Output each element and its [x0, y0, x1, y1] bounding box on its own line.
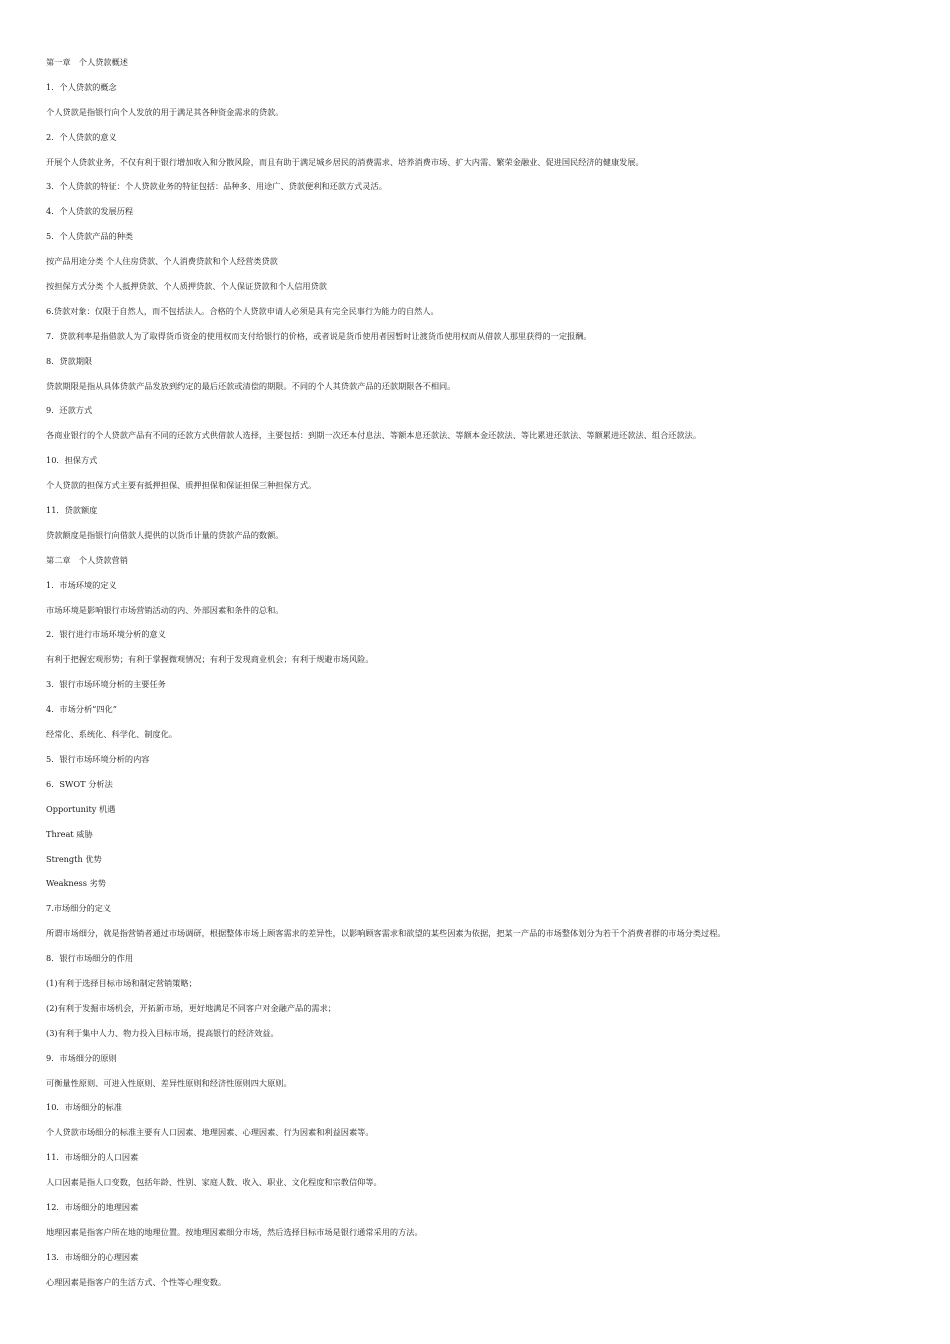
text-line: 贷款额度是指银行向借款人提供的以货币计量的贷款产品的数额。 — [46, 529, 284, 540]
text-line: 第二章 个人贷款营销 — [46, 554, 128, 565]
text-line: 可衡量性原则、可进入性原则、差异性原则和经济性原则四大原则。 — [46, 1077, 292, 1088]
text-line: 2．银行进行市场环境分析的意义 — [46, 629, 166, 640]
text-line: 2．个人贷款的意义 — [46, 131, 117, 142]
text-line: (1)有利于选择目标市场和制定营销策略； — [46, 977, 197, 988]
text-line: 13．市场细分的心理因素 — [46, 1251, 139, 1262]
text-line: 8．银行市场细分的作用 — [46, 953, 134, 964]
text-line: Strength 优势 — [46, 853, 102, 864]
text-line: 3．个人贷款的特征：个人贷款业务的特征包括：品种多、用途广、贷款便利和还款方式灵活。 — [46, 181, 387, 192]
text-line: 贷款期限是指从具体贷款产品发放到约定的最后还款或清偿的期限。不同的个人其贷款产品的还款期限各不相同。 — [46, 380, 456, 391]
text-line: 11．贷款额度 — [46, 505, 98, 516]
text-line: 7.市场细分的定义 — [46, 903, 112, 914]
text-line: (3)有利于集中人力、物力投入目标市场，提高银行的经济效益。 — [46, 1027, 279, 1038]
text-line: 8．贷款期限 — [46, 355, 93, 366]
text-line: 开展个人贷款业务，不仅有利于银行增加收入和分散风险，而且有助于满足城乡居民的消费需求、培养消费市场、扩大内需、繁荣金融业、促进国民经济的健康发展。 — [46, 156, 644, 167]
text-line: 7．贷款利率是指借款人为了取得货币资金的使用权而支付给银行的价格，或者说是货币使用者因暂时让渡货币使用权而从借款人那里获得的一定报酬。 — [46, 330, 592, 341]
text-line: Weakness 劣势 — [46, 878, 106, 889]
text-line: 市场环境是影响银行市场营销活动的内、外部因素和条件的总和。 — [46, 604, 284, 615]
text-line: 5．银行市场环境分析的内容 — [46, 753, 150, 764]
text-line: 地理因素是指客户所在地的地理位置。按地理因素细分市场，然后选择目标市场是银行通常采用的方法。 — [46, 1226, 423, 1237]
text-line: 个人贷款市场细分的标准主要有人口因素、地理因素、心理因素、行为因素和利益因素等。 — [46, 1127, 374, 1138]
text-line: 按担保方式分类 个人抵押贷款、个人质押贷款、个人保证贷款和个人信用贷款 — [46, 281, 327, 292]
text-line: 9．还款方式 — [46, 405, 93, 416]
text-line: 3．银行市场环境分析的主要任务 — [46, 679, 166, 690]
text-line: 各商业银行的个人贷款产品有不同的还款方式供借款人选择，主要包括：到期一次还本付息法、等额本息还款法、等额本金还款法、等比累进还款法、等额累进还款法、组合还款法。 — [46, 430, 702, 441]
text-line: 经常化、系统化、科学化、制度化。 — [46, 729, 178, 740]
text-line: 4．个人贷款的发展历程 — [46, 206, 134, 217]
text-line: (2)有利于发掘市场机会，开拓新市场，更好地满足不同客户对金融产品的需求； — [46, 1002, 336, 1013]
text-line: 个人贷款的担保方式主要有抵押担保、质押担保和保证担保三种担保方式。 — [46, 480, 317, 491]
text-line: 所谓市场细分，就是指营销者通过市场调研，根据整体市场上顾客需求的差异性，以影响顾客需求和欲望的某些因素为依据，把某一产品的市场整体划分为若干个消费者群的市场分类过程。 — [46, 928, 726, 939]
text-line: 11．市场细分的人口因素 — [46, 1152, 139, 1163]
text-line: 12．市场细分的地理因素 — [46, 1201, 139, 1212]
text-line: 心理因素是指客户的生活方式、个性等心理变数。 — [46, 1276, 227, 1287]
text-line: 10．市场细分的标准 — [46, 1102, 122, 1113]
document-page — [46, 52, 906, 1297]
text-line: 有利于把握宏观形势；有利于掌握微观情况；有利于发现商业机会；有利于规避市场风险。 — [46, 654, 374, 665]
text-line: 9．市场细分的原则 — [46, 1052, 117, 1063]
text-line: 6.贷款对象：仅限于自然人，而不包括法人。合格的个人贷款申请人必须是具有完全民事行为能力的自然人。 — [46, 305, 439, 316]
text-line: 个人贷款是指银行向个人发放的用于满足其各种资金需求的贷款。 — [46, 106, 284, 117]
text-line: Threat 威胁 — [46, 828, 93, 839]
text-line: 1．市场环境的定义 — [46, 579, 117, 590]
text-line: 人口因素是指人口变数，包括年龄、性别、家庭人数、收入、职业、文化程度和宗教信仰等。 — [46, 1177, 382, 1188]
text-line: 4．市场分析“四化” — [46, 704, 117, 715]
text-line: 1．个人贷款的概念 — [46, 81, 117, 92]
text-line: 按产品用途分类 个人住房贷款、个人消费贷款和个人经营类贷款 — [46, 256, 278, 267]
text-line: 5．个人贷款产品的种类 — [46, 231, 134, 242]
text-line: Opportunity 机遇 — [46, 803, 116, 814]
text-line: 第一章 个人贷款概述 — [46, 57, 128, 67]
text-line: 6．SWOT 分析法 — [46, 778, 113, 789]
text-line: 10．担保方式 — [46, 455, 98, 466]
